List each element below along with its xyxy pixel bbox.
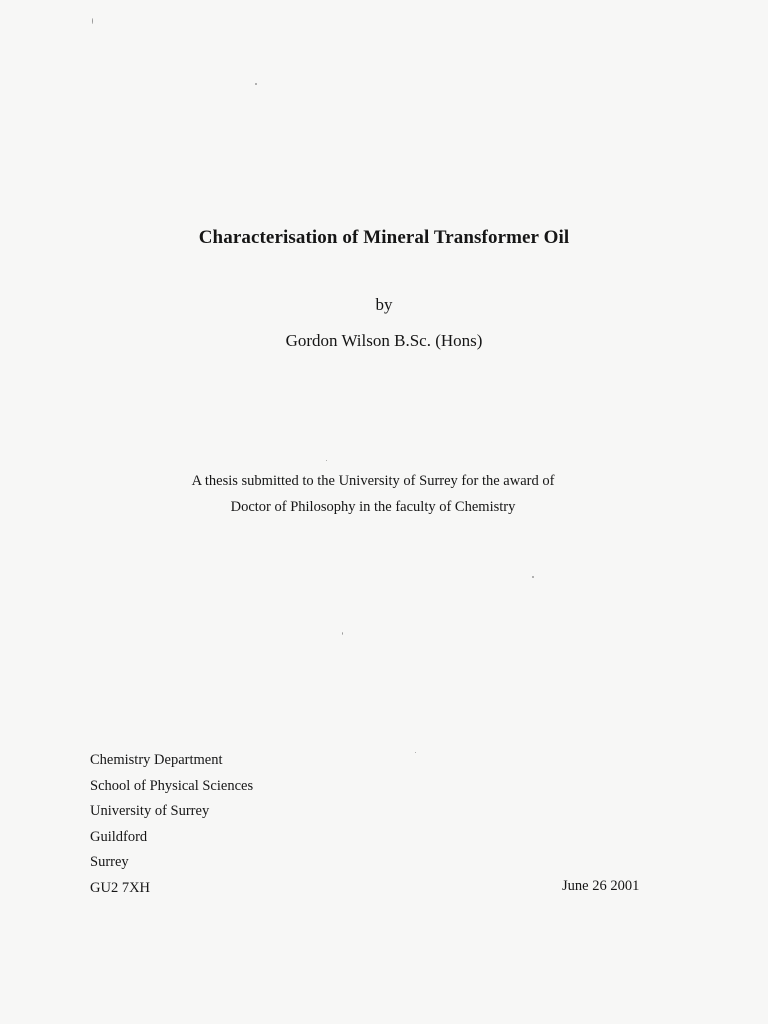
scan-speck — [415, 752, 416, 753]
thesis-line: A thesis submitted to the University of Surrey for the award of — [191, 473, 555, 489]
document-title: Characterisation of Mineral Transformer Oil — [198, 227, 570, 248]
by-line: by — [375, 295, 393, 314]
address-line: School of Physical Sciences — [90, 777, 254, 794]
thesis-statement — [0, 468, 746, 520]
thesis-line: Doctor of Philosophy in the faculty of Chemistry — [230, 499, 516, 515]
address-line: Chemistry Department — [90, 752, 223, 768]
address-line: Surrey — [90, 854, 129, 870]
scan-speck — [326, 460, 327, 461]
scan-speck — [532, 576, 534, 578]
scan-speck — [92, 18, 93, 24]
submission-date: June 26 2001 — [562, 878, 640, 894]
address-line: GU2 7XH — [90, 879, 151, 896]
scan-speck — [255, 83, 257, 85]
department-address — [90, 748, 253, 901]
address-line: Guildford — [90, 828, 148, 845]
scan-speck — [342, 632, 343, 635]
address-line: University of Surrey — [90, 803, 210, 819]
author-name: Gordon Wilson B.Sc. (Hons) — [285, 331, 483, 350]
